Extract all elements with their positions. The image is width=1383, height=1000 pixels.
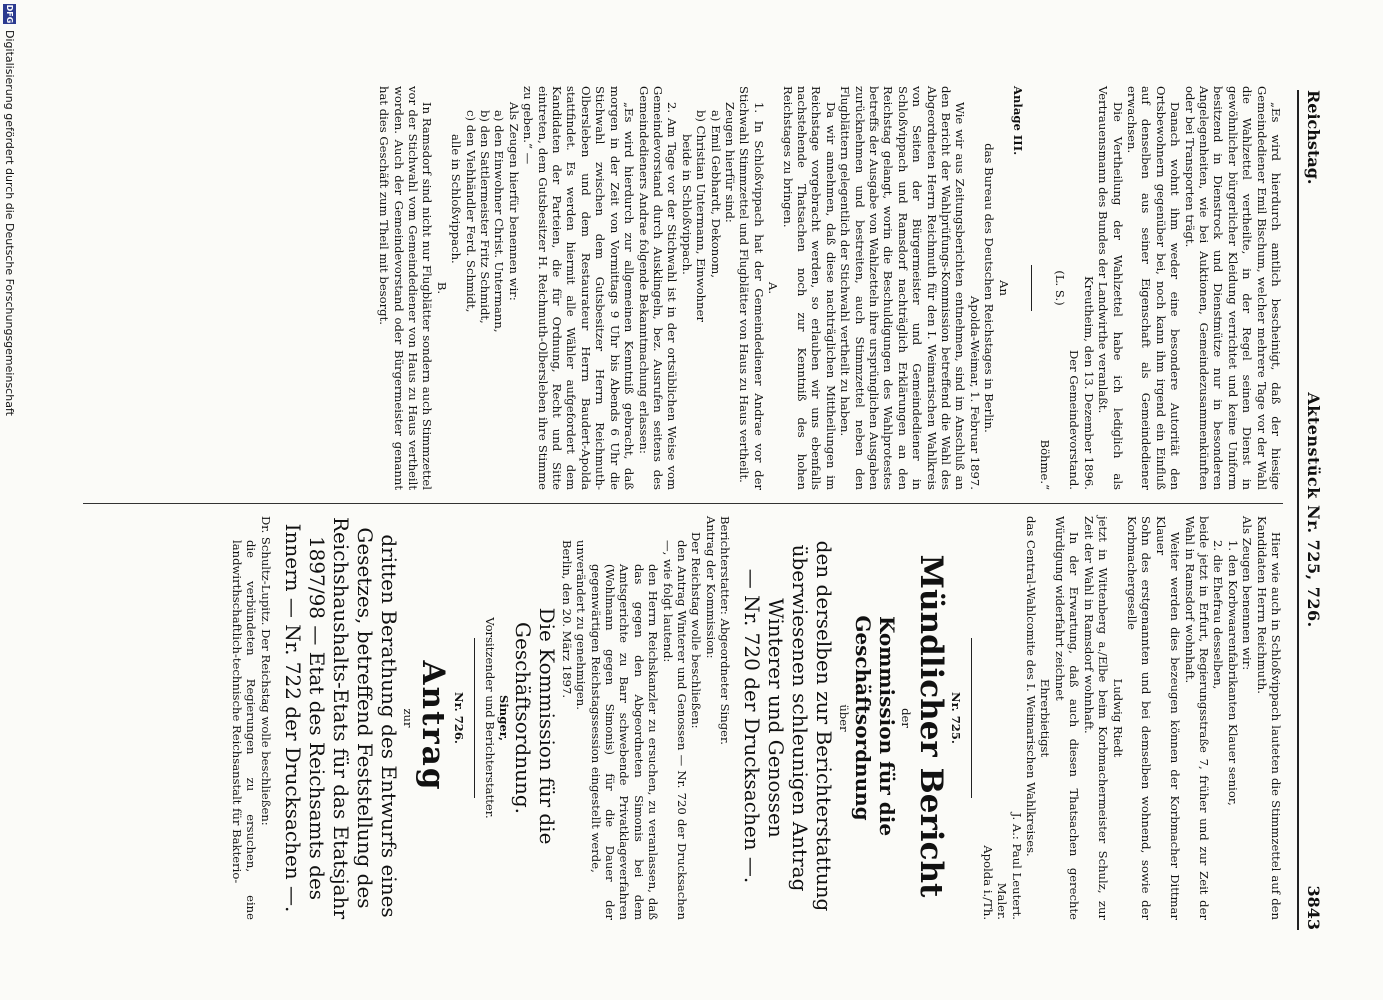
funding-footer bbox=[0, 0, 20, 1000]
witness-location: beide in Schloßvippach. bbox=[679, 134, 694, 275]
motion-subject: dritten Berathung des Entwurfs eines Gesetzes, betreffend Feststellung des Reichshaushalts-Etats für das Etatsjahr 1897/98 — Etat des Reichsamts des Innern — Nr. 722 der Drucksachen —. bbox=[280, 516, 401, 920]
committee-heading: Kommission für die Geschäftsordnung bbox=[850, 615, 899, 837]
witness-item: 2. die Ehefrau desselben, bbox=[1211, 540, 1226, 690]
signatory: Der Gemeindevorstand. bbox=[1067, 350, 1082, 490]
motion-label: Antrag der Kommission: bbox=[703, 516, 718, 659]
rapporteur: Berichterstatter: Abgeordneter Singer. bbox=[718, 516, 733, 745]
section-letter: A. bbox=[766, 281, 781, 295]
paragraph: Die Vertheilung der Wahlzettel habe ich lediglich als Vertrauensmann des Bundes der Landwirthe veranlaßt. bbox=[1096, 86, 1125, 490]
item-number: Nr. 725. bbox=[949, 692, 964, 744]
funding-note: Digitalisierung gefördert durch die Deutsche Forschungsgemeinschaft bbox=[3, 30, 17, 416]
witness-item: a) den Einwohner Christ. Untermann, bbox=[492, 110, 507, 333]
signature-name: Böhme.“ bbox=[1038, 439, 1053, 490]
resolution-text: den Antrag Winterer und Genossen — Nr. 720 der Drucksachen —, wie folgt lautend: bbox=[660, 540, 690, 920]
annex-heading: Anlage III. bbox=[1011, 86, 1026, 156]
paragraph: In der Erwartung, daß auch diesen Thatsachen gerechte Würdigung widerfahrt zeichnet bbox=[1052, 516, 1082, 920]
committee-name: das Central-Wahlcomite des I. Weimarischen Wahlkreises. bbox=[1024, 516, 1039, 857]
paragraph: „Es wird hierdurch amtlich bescheinigt, daß der hiesige Gemeindediener Emil Bischum, welcher mehrere Tage vor der Wahl die Wahlzettel vertheilte, in der Regel seinen Dienst in gewöhnlicher bürgerlicher Kleidung verrichtet und keine Uniform besitzend in Dienstrock und Dienstmütze nur in besonderen Angelegenheiten, wie bei Auktionen, Gemeindezusammenkünften oder bei Transporten trägt. bbox=[1182, 86, 1283, 490]
header-left: Reichstag. bbox=[1304, 90, 1324, 185]
report-title: Mündlicher Bericht bbox=[913, 554, 950, 898]
motion-mover: Dr. Schultz-Lupitz. Der Reichstag wolle beschließen: bbox=[258, 516, 273, 826]
quoted-announcement: „Es wird hierdurch zur allgemeinen Kenntniß gebracht, daß morgen in der Zeit von Vormittags 9 Uhr bis Abends 6 Uhr die Stichwahl zwischen dem Gutsbesitzer Herrn Reichmuth-Olbersleben und dem Restaurateur Herrn Baudert-Apolda stattfindet. Es werden hiermit alle Wähler aufgefordert dem Kandidaten der Parteien, die für Ordnung, Recht und Sitte eintreten, dem Gutsbesitzer H. Reichmuth-Olbersleben ihre Stimme zu geben.“ — bbox=[521, 86, 637, 490]
paragraph: Da wir annehmen, daß diese nachträglichen Mittheilungen im Reichstage vorgebracht werden, so erlauben wir uns ebenfalls nachstehende Thatsachen noch zur Kenntniß des hohen Reichstages zu bringen. bbox=[780, 86, 838, 490]
closing: Ehrerbietigst bbox=[1038, 678, 1053, 758]
address-recipient: das Bureau des Deutschen Reichstages in Berlin. bbox=[982, 143, 997, 433]
header-rule bbox=[1297, 90, 1299, 930]
connector: der bbox=[899, 708, 914, 728]
witness-location: alle in Schloßvippach. bbox=[449, 134, 464, 264]
paragraph: Wie wir aus Zeitungsberichten entnehmen, sind im Anschluß an den Bericht der Wahlprüfungs-Kommission betreffend die Wahl des Abgeordneten Herrn Reichmuth für den I. Weimarischen Wahlkreis von Seiten der Bürgermeister und Gemeindediener in Schloßvippach und Ramsdorf nachträglich Erklärungen an den Reichstag gelangt, worin die Beschuldigungen des Wahlprotestes betreffs der Ausgabe von Wahlzetteln ihre ursprünglichen Ausgaben zurücknehmen und bestreiten, auch Stimmzettel neben den Flugblättern gelegentlich der Stichwahl vertheilt zu haben. bbox=[838, 86, 968, 490]
paragraph: 1. In Schloßvippach hat der Gemeindediener Andrae vor der Stichwahl Stimmzettel und Flugblätter von Haus zu Haus vertheilt. bbox=[737, 86, 766, 490]
paragraph: beide jetzt in Erfurt, Regierungsstraße 7, früher und zur Zeit der Wahl in Ramsdorf wohnhaft. bbox=[1182, 516, 1211, 920]
motion-title: Antrag bbox=[415, 660, 452, 792]
seal-mark: (L. S.) bbox=[1052, 270, 1067, 306]
item-number: Nr. 726. bbox=[451, 692, 466, 744]
connector: über bbox=[836, 704, 851, 732]
address-to: An bbox=[996, 280, 1011, 296]
spacer bbox=[273, 516, 281, 920]
divider bbox=[971, 638, 972, 798]
signatory-place: Apolda i./Th. bbox=[980, 845, 995, 920]
column-divider bbox=[83, 503, 1283, 504]
paragraph: Danach wohnt ihm weder eine besondere Autorität den Ortsbewohnern gegenüber bei, noch kann ihm irgend ein Einfluß auf denselben aus seiner Eigenschaft als Gemeindediener erwachsen. bbox=[1124, 86, 1183, 490]
witness-name: Ludwig Riedt bbox=[1110, 678, 1125, 758]
committee-signature: Die Kommission für die Geschäftsordnung. bbox=[511, 607, 560, 845]
report-reference: — Nr. 720 der Drucksachen —. bbox=[740, 568, 765, 884]
paragraph: Hier wie auch in Schloßvippach lauteten die Stimmzettel auf den Kandidaten Herrn Reichmuth. bbox=[1254, 516, 1283, 920]
place-date: Berlin, den 20. März 1897. bbox=[559, 540, 574, 699]
place-date: Apolda-Weimar, 1. Februar 1897. bbox=[967, 296, 982, 490]
paragraph: Sohn des erstgenannten und bei demselben wohnend, sowie der Korbmachergeselle bbox=[1124, 516, 1154, 920]
paragraph: jetzt in Wittenberg a./Elbe beim Korbmachermeister Schulz, zur Zeit der Wahl in Ramsdorf wohnhaft. bbox=[1081, 516, 1111, 920]
spacer bbox=[732, 516, 740, 920]
header-title: Aktenstück Nr. 725, 726. bbox=[1304, 392, 1324, 628]
resolution-text: die verbündeten Regierungen zu ersuchen, eine landwirthschaftlich-technische Reichsanstalt für Bakterio- bbox=[229, 540, 259, 920]
paragraph: Als Zeugen hierfür benennen wir: bbox=[506, 102, 521, 301]
right-column bbox=[63, 516, 1283, 920]
divider bbox=[1031, 265, 1032, 311]
paragraph: 2. Am Tage vor der Stichwahl ist in der ortsüblichen Weise vom Gemeindevorstand durch Ausklingeln, bez. Ausrufen seitens des Gemeindedieners Andrae folgende Bekanntmachung erlassen: bbox=[636, 86, 680, 490]
witness-item: a) Emil Gebhardt, Dekonom, bbox=[708, 110, 723, 278]
paragraph: In Ramsdorf sind nicht nur Flugblätter sondern auch Stimmzettel vor der Stichwahl vom Gemeindediener von Haus zu Haus vertheilt worden. Auch der Gemeindevorstand oder Bürgermeister genannt hat dies Geschäft zum Theil mit besorgt. bbox=[377, 86, 435, 490]
witness-item: 1. den Korbwaarenfabrikanten Klauer senior, bbox=[1225, 540, 1240, 806]
connector: zur bbox=[401, 708, 416, 728]
chair-name: Singer, bbox=[497, 695, 512, 741]
quoted-motion: den Herrn Reichskanzler zu ersuchen, zu veranlassen, daß das gegen den Abgeordneten Simonis bei dem Amtsgerichte zu Barr schwebende Privatklageverfahren (Wohlmann gegen Simonis) für die Dauer der gegenwärtigen Reichstagssession eingestellt werde, bbox=[588, 564, 661, 920]
left-column bbox=[63, 86, 1283, 490]
page-header bbox=[1303, 90, 1325, 930]
report-subject: den derselben zur Berichterstattung überwiesenen schleunigen Antrag Winterer und Genossen bbox=[764, 540, 837, 912]
place-date: Kreutheim, den 13. Dezember 1896. bbox=[1081, 276, 1096, 490]
dfg-logo: DFG bbox=[5, 4, 15, 24]
witness-item: b) Christian Untermann, Einwohner bbox=[694, 110, 709, 322]
paragraph: Als Zeugen benennen wir: bbox=[1240, 516, 1255, 671]
signatory-title: Maler. bbox=[995, 882, 1010, 920]
section-letter: B. bbox=[434, 281, 449, 295]
chair-title: Vorsitzender und Berichterstatter. bbox=[482, 617, 497, 819]
paragraph: Weiter werden dies bezeugen können der Korbmacher Dittmar Klauer bbox=[1153, 516, 1183, 920]
page-number: 3843 bbox=[1304, 885, 1324, 930]
signature-name: J. A.: Paul Leutert. bbox=[1009, 812, 1024, 920]
witness-item: c) den Viehhändler Ferd. Schmidt, bbox=[463, 110, 478, 313]
resolution-intro: Der Reichstag wolle beschließen: bbox=[689, 532, 704, 729]
paragraph: Zeugen hierfür sind: bbox=[722, 102, 737, 223]
witness-item: b) den Sattlermeister Fritz Schmidt, bbox=[478, 110, 493, 324]
resolution-text: unverändert zu genehmigen. bbox=[574, 540, 589, 710]
divider bbox=[474, 638, 475, 798]
